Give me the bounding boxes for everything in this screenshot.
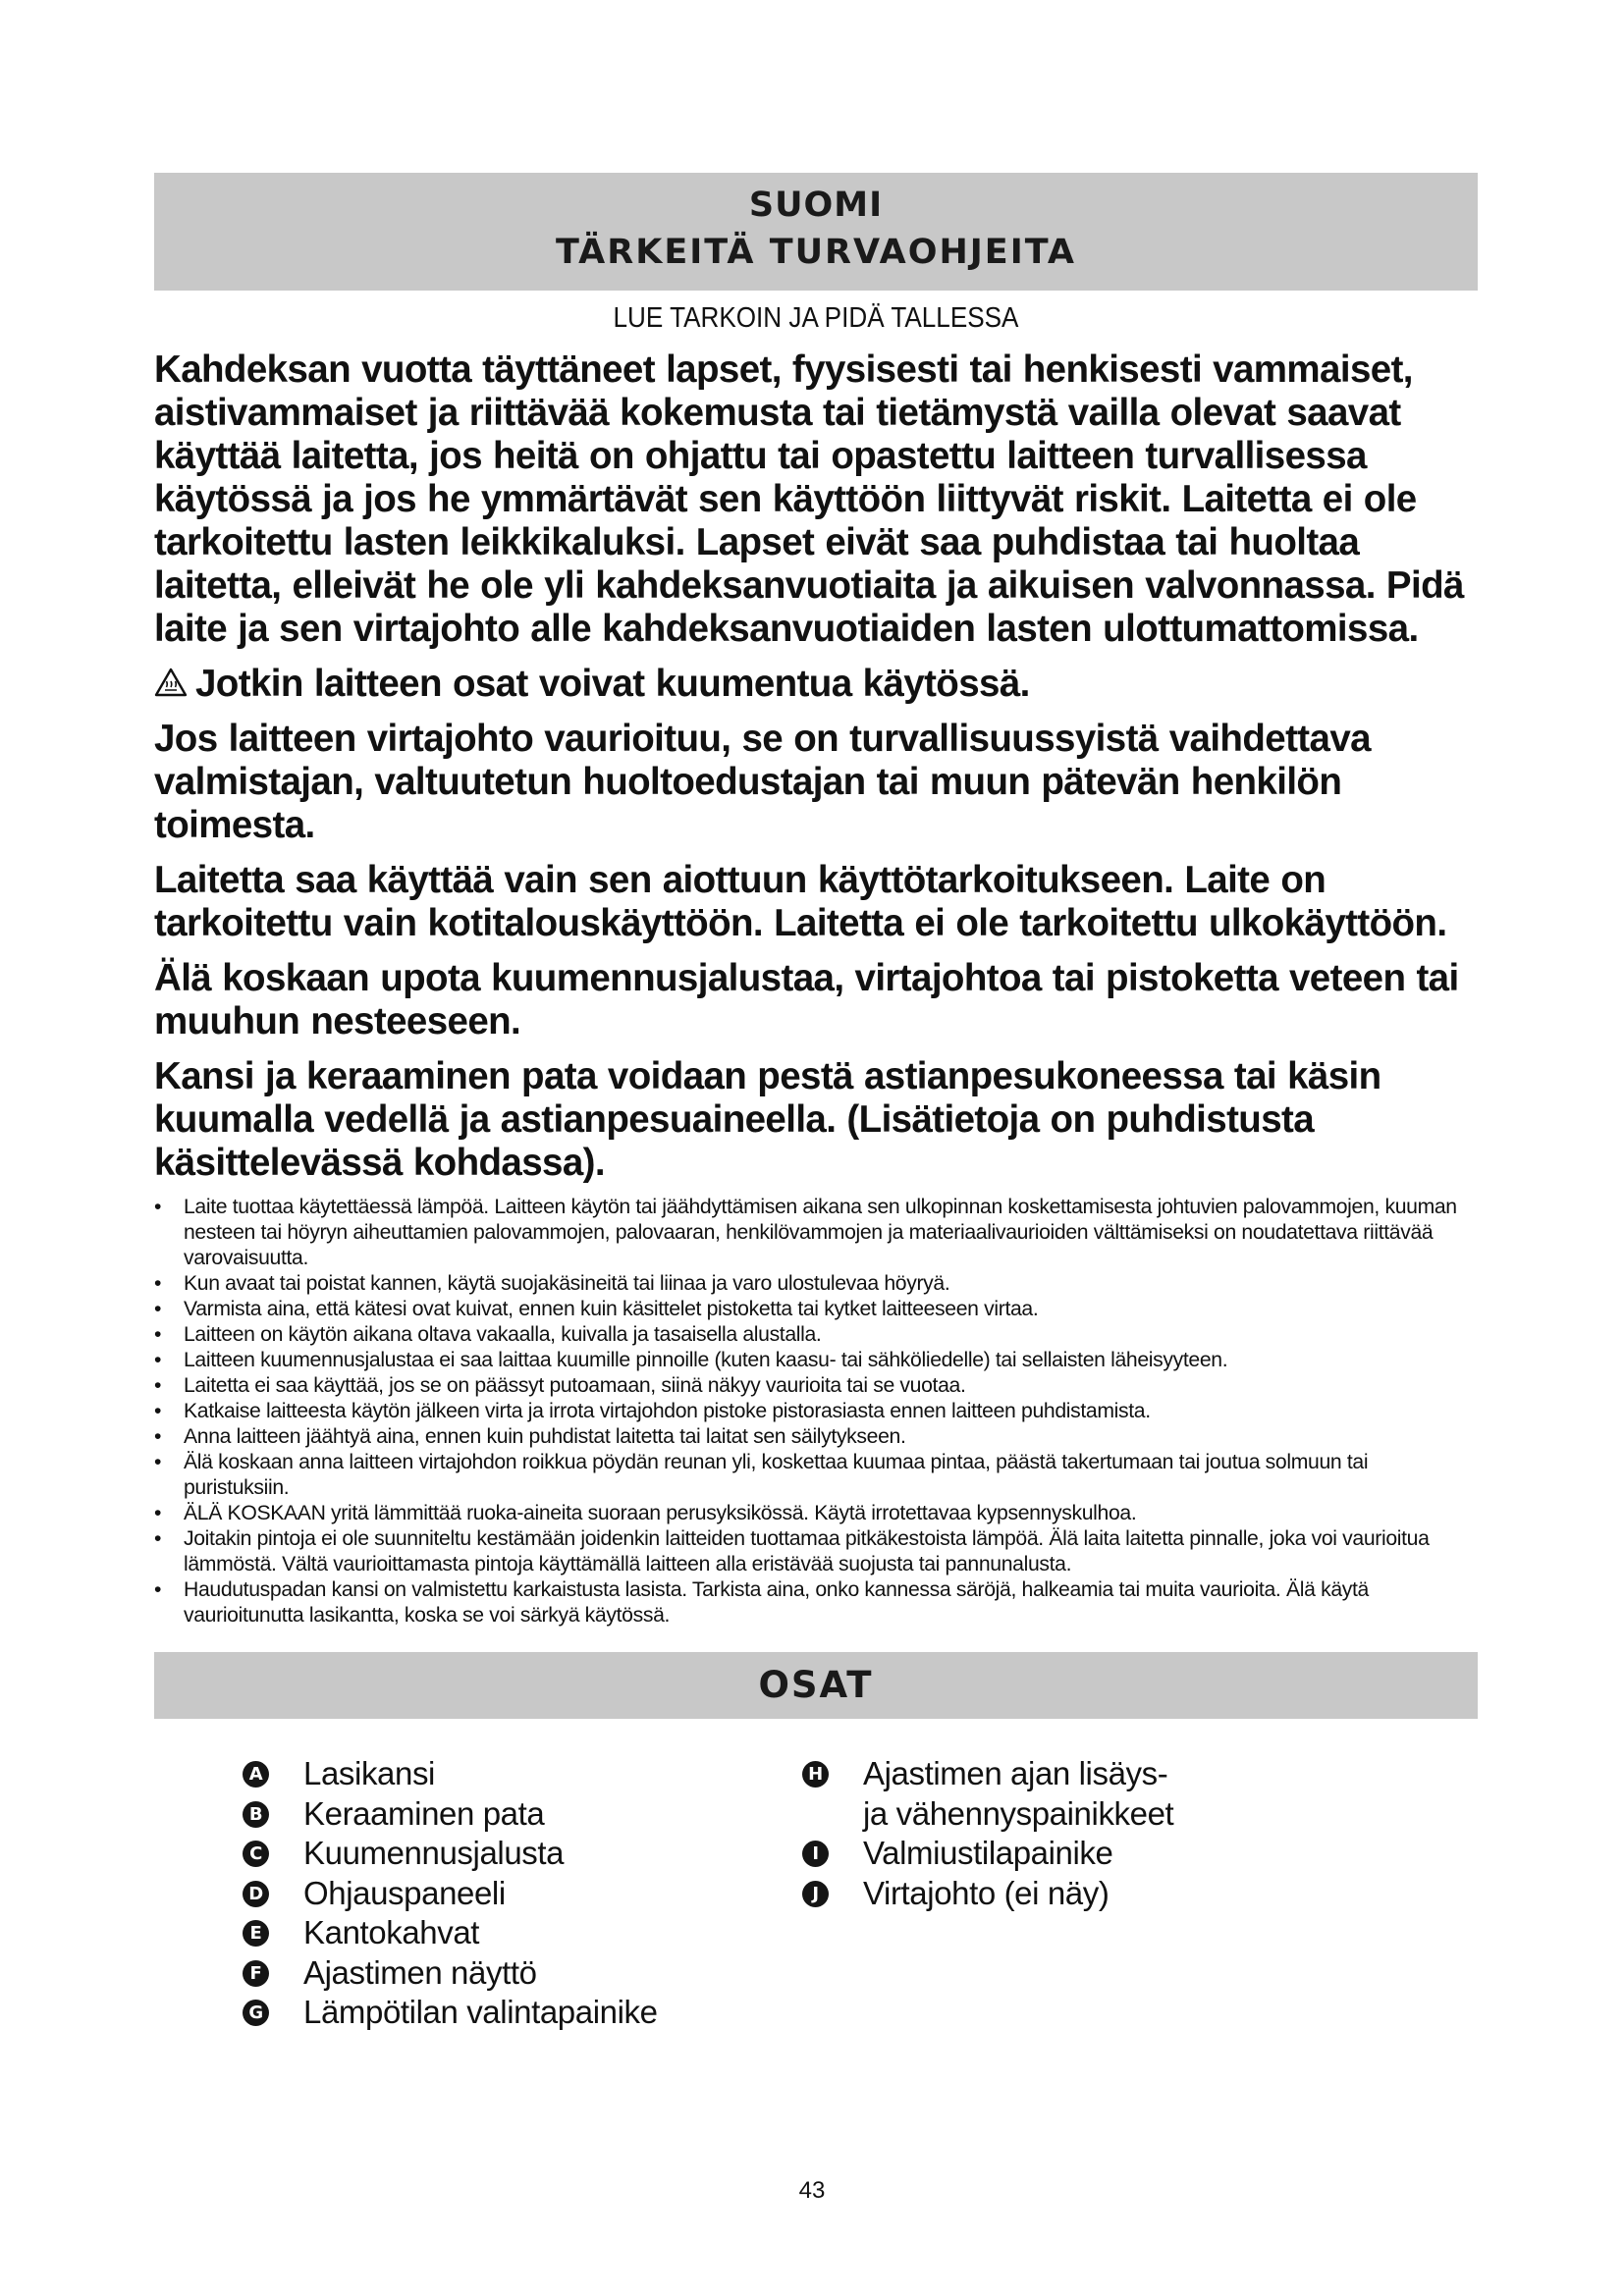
letter-marker: A bbox=[243, 1761, 269, 1788]
letter-marker: B bbox=[243, 1801, 269, 1828]
subtitle: LUE TARKOIN JA PIDÄ TALLESSA bbox=[613, 302, 1019, 334]
list-item: • Laite tuottaa käytettäessä lämpöä. Laitteen käytön tai jäähdyttämisen aikana sen ulkopinnan koskettamisesta johtuvien palovammojen, kuuman nesteen tai höyryn aiheuttamien palovammojen, palovaaran, henkilövammojen ja materiaalivaurioiden välttämiseksi on noudatettava riittävää varovaisuutta. bbox=[154, 1195, 1478, 1271]
part-label: Ajastimen ajan lisäys- ja vähennyspainikkeet bbox=[863, 1755, 1174, 1832]
intro-paragraph: Kahdeksan vuotta täyttäneet lapset, fyysisesti tai henkisesti vammaiset, aistivammaiset ja riittävää kokemusta tai tietämystä vailla olevat saavat käyttää laitetta, jos heitä on ohjattu tai opastettu laitteen turvallisessa käytössä ja jos he ymmärtävät sen käyttöön liittyvät riskit. Laitetta ei ole tarkoitettu lasten leikkikaluksi. Lapset eivät saa puhdistaa tai huoltaa laitetta, elleivät he ole yli kahdeksanvuotiaita ja aikuisen valvonnassa. Pidä laite ja sen virtajohto alle kahdeksanvuotiaiden lasten ulottumattomissa. bbox=[154, 348, 1464, 650]
letter-marker: I bbox=[802, 1841, 829, 1867]
list-item: • Haudutuspadan kansi on valmistettu karkaistusta lasista. Tarkista aina, onko kannessa säröjä, halkeamia tai muita vaurioita. Älä käytä vaurioitunutta lasikantta, koska se voi särkyä käytössä. bbox=[154, 1577, 1478, 1629]
part-item-b bbox=[243, 1794, 658, 1835]
page-title: TÄRKEITÄ TURVAOHJEITA bbox=[556, 233, 1076, 272]
warning-paragraph bbox=[154, 663, 1478, 706]
parts-list bbox=[154, 1754, 1478, 2078]
letter-marker: D bbox=[243, 1881, 269, 1907]
part-item-c bbox=[243, 1834, 658, 1874]
list-item: • Katkaise laitteesta käytön jälkeen virta ja irrota virtajohdon pistoke pistorasiasta ennen laitteen puhdistamista. bbox=[154, 1399, 1478, 1424]
part-label: Virtajohto (ei näy) bbox=[863, 1874, 1110, 1911]
list-item: • Laitteen kuumennusjalustaa ei saa laittaa kuumille pinnoille (kuten kaasu- tai sähköliedelle) tai sellaisten läheisyyteen. bbox=[154, 1348, 1478, 1373]
letter-marker: G bbox=[243, 2000, 269, 2026]
parts-heading-band bbox=[154, 1652, 1478, 1719]
page-number: 43 bbox=[798, 2177, 826, 2204]
list-item: • Älä koskaan anna laitteen virtajohdon roikkua pöydän reunan yli, koskettaa kuumaa pintaa, päästä takertumaan tai joutua solmuun tai puristuksiin. bbox=[154, 1450, 1478, 1501]
list-item: • ÄLÄ KOSKAAN yritä lämmittää ruoka-aineita suoraan perusyksikössä. Käytä irrotettavaa kypsennyskulhoa. bbox=[154, 1501, 1478, 1526]
part-item-f bbox=[243, 1953, 658, 1994]
part-label: Lämpötilan valintapainike bbox=[303, 1994, 658, 2030]
parts-column-left bbox=[243, 1754, 658, 2033]
language-heading: SUOMI bbox=[748, 186, 884, 225]
list-item: • Varmista aina, että kätesi ovat kuivat, ennen kuin käsittelet pistoketta tai kytket laitteeseen virtaa. bbox=[154, 1297, 1478, 1322]
letter-marker: C bbox=[243, 1841, 269, 1867]
letter-marker: F bbox=[243, 1960, 269, 1987]
part-label: Kantokahvat bbox=[303, 1914, 480, 1950]
parts-column-right bbox=[802, 1754, 1187, 1913]
letter-marker: H bbox=[802, 1761, 829, 1788]
hot-surface-warning-icon bbox=[154, 667, 188, 697]
part-item-h bbox=[802, 1754, 1187, 1834]
document-page bbox=[154, 173, 1478, 2078]
part-label: Kuumennusjalusta bbox=[303, 1835, 565, 1871]
warning-text: Jotkin laitteen osat voivat kuumentua käytössä. bbox=[195, 663, 1030, 705]
list-item: • Joitakin pintoja ei ole suunniteltu kestämään joidenkin laitteiden tuottamaa pitkäkestoista lämpöä. Älä laita laitetta pinnalle, joka voi vaurioitua lämmöstä. Vältä vaurioittamasta pintoja käyttämällä laitteen alla eristävää suojusta tai pannunalusta. bbox=[154, 1526, 1478, 1577]
part-item-g bbox=[243, 1993, 658, 2033]
part-label: Ajastimen näyttö bbox=[303, 1953, 537, 1991]
part-label: Ohjauspaneeli bbox=[303, 1874, 506, 1911]
part-item-i bbox=[802, 1834, 1187, 1874]
parts-heading: OSAT bbox=[758, 1664, 874, 1706]
part-item-j bbox=[802, 1874, 1187, 1914]
part-label: Keraaminen pata bbox=[303, 1794, 545, 1832]
letter-marker: E bbox=[243, 1920, 269, 1947]
part-item-d bbox=[243, 1874, 658, 1914]
part-item-e bbox=[243, 1913, 658, 1953]
safety-bullet-list bbox=[154, 1195, 1478, 1629]
paragraph-no-immersion: Älä koskaan upota kuumennusjalustaa, virtajohtoa tai pistoketta veteen tai muuhun nesteeseen. bbox=[154, 957, 1459, 1042]
letter-marker: J bbox=[802, 1881, 829, 1907]
paragraph-intended-use: Laitetta saa käyttää vain sen aiottuun käyttötarkoitukseen. Laite on tarkoitettu vain kotitalouskäyttöön. Laitetta ei ole tarkoitettu ulkokäyttöön. bbox=[154, 859, 1447, 944]
part-item-a bbox=[243, 1754, 658, 1794]
part-label: Valmiustilapainike bbox=[863, 1835, 1113, 1871]
title-band bbox=[154, 173, 1478, 291]
list-item: • Laitetta ei saa käyttää, jos se on päässyt putoamaan, siinä näkyy vaurioita tai se vuotaa. bbox=[154, 1373, 1478, 1399]
part-label: Lasikansi bbox=[303, 1755, 435, 1791]
list-item: • Kun avaat tai poistat kannen, käytä suojakäsineitä tai liinaa ja varo ulostulevaa höyryä. bbox=[154, 1271, 1478, 1297]
paragraph-power-cord: Jos laitteen virtajohto vaurioituu, se on turvallisuussyistä vaihdettava valmistajan, valtuutetun huoltoedustajan tai muun pätevän henkilön toimesta. bbox=[154, 718, 1371, 846]
list-item: • Anna laitteen jäähtyä aina, ennen kuin puhdistat laitetta tai laitat sen säilytykseen. bbox=[154, 1424, 1478, 1450]
paragraph-cleaning: Kansi ja keraaminen pata voidaan pestä astianpesukoneessa tai käsin kuumalla vedellä ja astianpesuaineella. (Lisätietoja on puhdistusta käsittelevässä kohdassa). bbox=[154, 1055, 1381, 1184]
list-item: • Laitteen on käytön aikana oltava vakaalla, kuivalla ja tasaisella alustalla. bbox=[154, 1322, 1478, 1348]
